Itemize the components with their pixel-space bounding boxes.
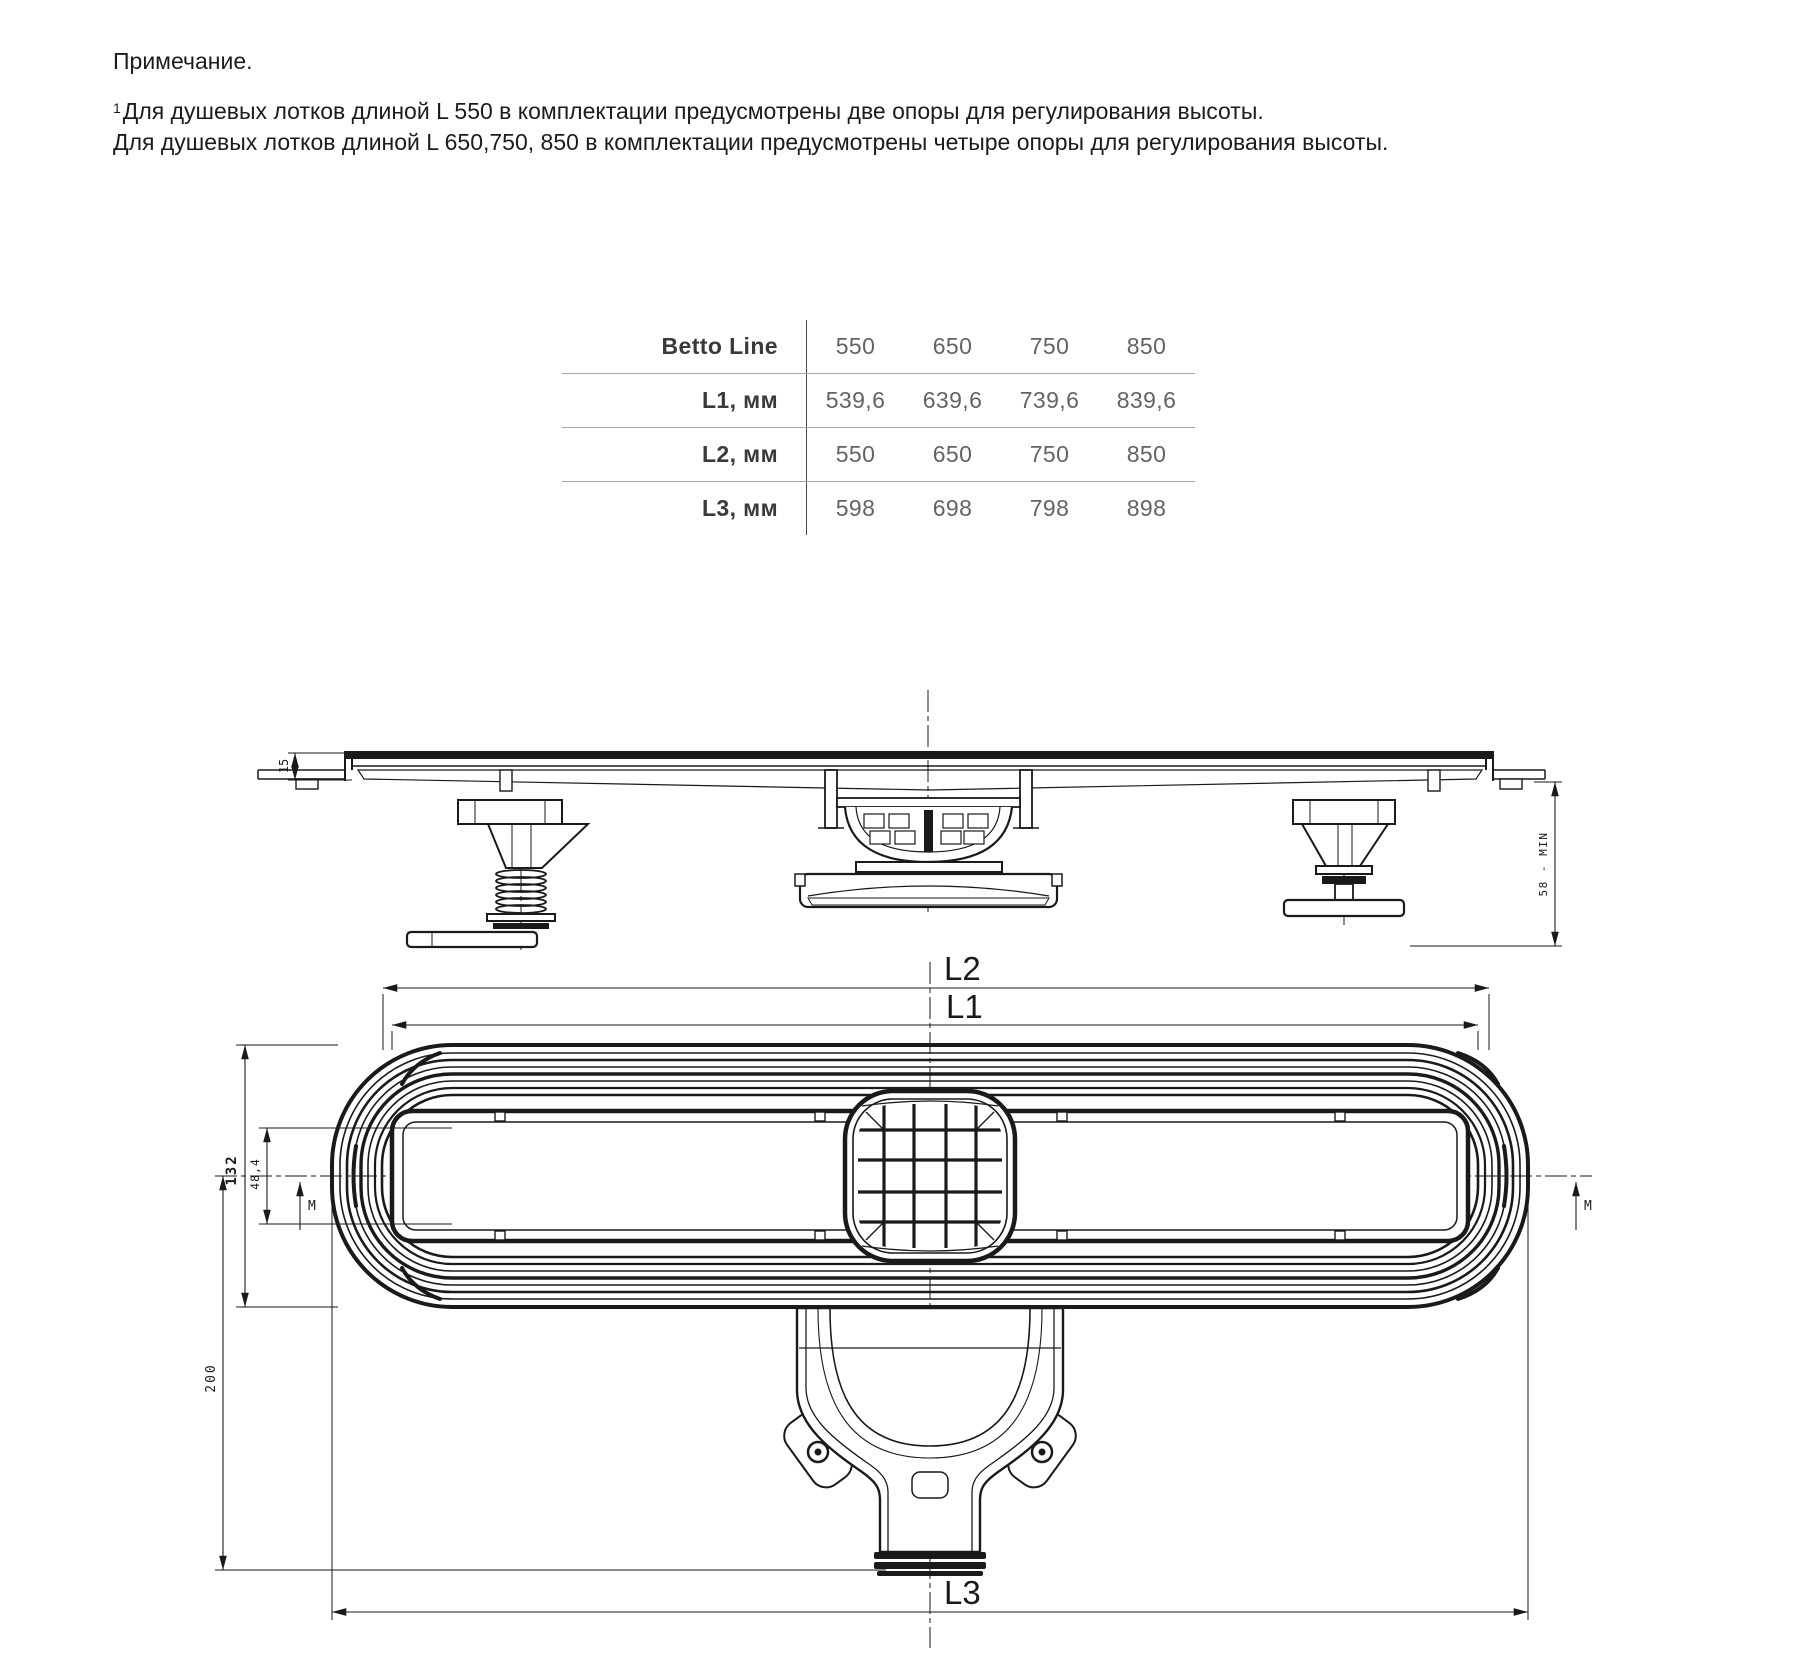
table-row-label: L2, мм <box>562 428 807 482</box>
dim-L2 <box>383 950 1489 1050</box>
note-line-2: Для душевых лотков длиной L 650,750, 850 в комплектации предусмотрены четыре опоры для регулирования высоты. <box>113 129 1389 155</box>
table-cell: 850 <box>1098 428 1195 482</box>
dimension-table <box>562 320 1195 535</box>
table-row <box>562 320 1195 374</box>
table-cell: 798 <box>1029 495 1070 521</box>
table-row <box>562 428 1195 482</box>
table-cell: 739,6 <box>1001 374 1098 428</box>
technical-drawing <box>0 630 1800 1677</box>
table-cell: 550 <box>807 320 905 374</box>
dim-15-label: 15 <box>277 758 291 774</box>
dim-L1 <box>392 988 1478 1050</box>
right-adjustable-foot <box>1284 800 1404 925</box>
left-adjustable-foot <box>407 800 588 950</box>
table-row <box>562 482 1195 536</box>
table-row-label: L3, мм <box>562 482 807 536</box>
table-row-label: L1, мм <box>562 374 807 428</box>
table-cell: 650 <box>904 428 1001 482</box>
table-cell: 650 <box>904 320 1001 374</box>
note-title: Примечание. <box>113 48 253 74</box>
drain-grate <box>845 1091 1015 1261</box>
dim-M-left <box>300 1182 316 1230</box>
table-cell: 898 <box>1126 495 1167 521</box>
dim-48-4-label: 48,4 <box>248 1158 262 1190</box>
dim-L3-label: L3 <box>944 1574 981 1611</box>
table-header-label: Betto Line <box>562 320 807 374</box>
table-cell: 539,6 <box>807 374 905 428</box>
table-cell: 598 <box>835 495 876 521</box>
table-cell: 750 <box>1001 320 1098 374</box>
central-trap-side <box>795 690 1062 912</box>
dim-M-right-label: M <box>1584 1199 1592 1214</box>
note-block <box>113 48 1613 158</box>
dim-58-min <box>1410 782 1562 946</box>
table-cell: 639,6 <box>904 374 1001 428</box>
trap-outlet-plan <box>778 1308 1082 1576</box>
dim-15 <box>277 753 352 780</box>
dim-200-label: 200 <box>204 1363 219 1393</box>
table-cell: 839,6 <box>1098 374 1195 428</box>
side-view <box>258 690 1562 950</box>
dim-58-min-label: 58 - MIN <box>1537 831 1550 897</box>
plan-view <box>204 950 1592 1648</box>
table-cell: 750 <box>1001 428 1098 482</box>
dim-L2-label: L2 <box>944 950 981 987</box>
table-cell: 698 <box>932 495 973 521</box>
dim-M-left-label: M <box>308 1199 316 1214</box>
footnote-mark: 1 <box>113 100 121 116</box>
dim-L1-label: L1 <box>946 988 983 1025</box>
table-row <box>562 374 1195 428</box>
dim-132-label: 132 <box>224 1154 240 1186</box>
note-line-1 <box>113 93 1613 127</box>
note-line-1-text: Для душевых лотков длиной L 550 в комплектации предусмотрены две опоры для регулирования высоты. <box>122 98 1264 124</box>
table-cell: 850 <box>1098 320 1195 374</box>
dim-M-right <box>1576 1182 1592 1230</box>
table-cell: 550 <box>807 428 905 482</box>
